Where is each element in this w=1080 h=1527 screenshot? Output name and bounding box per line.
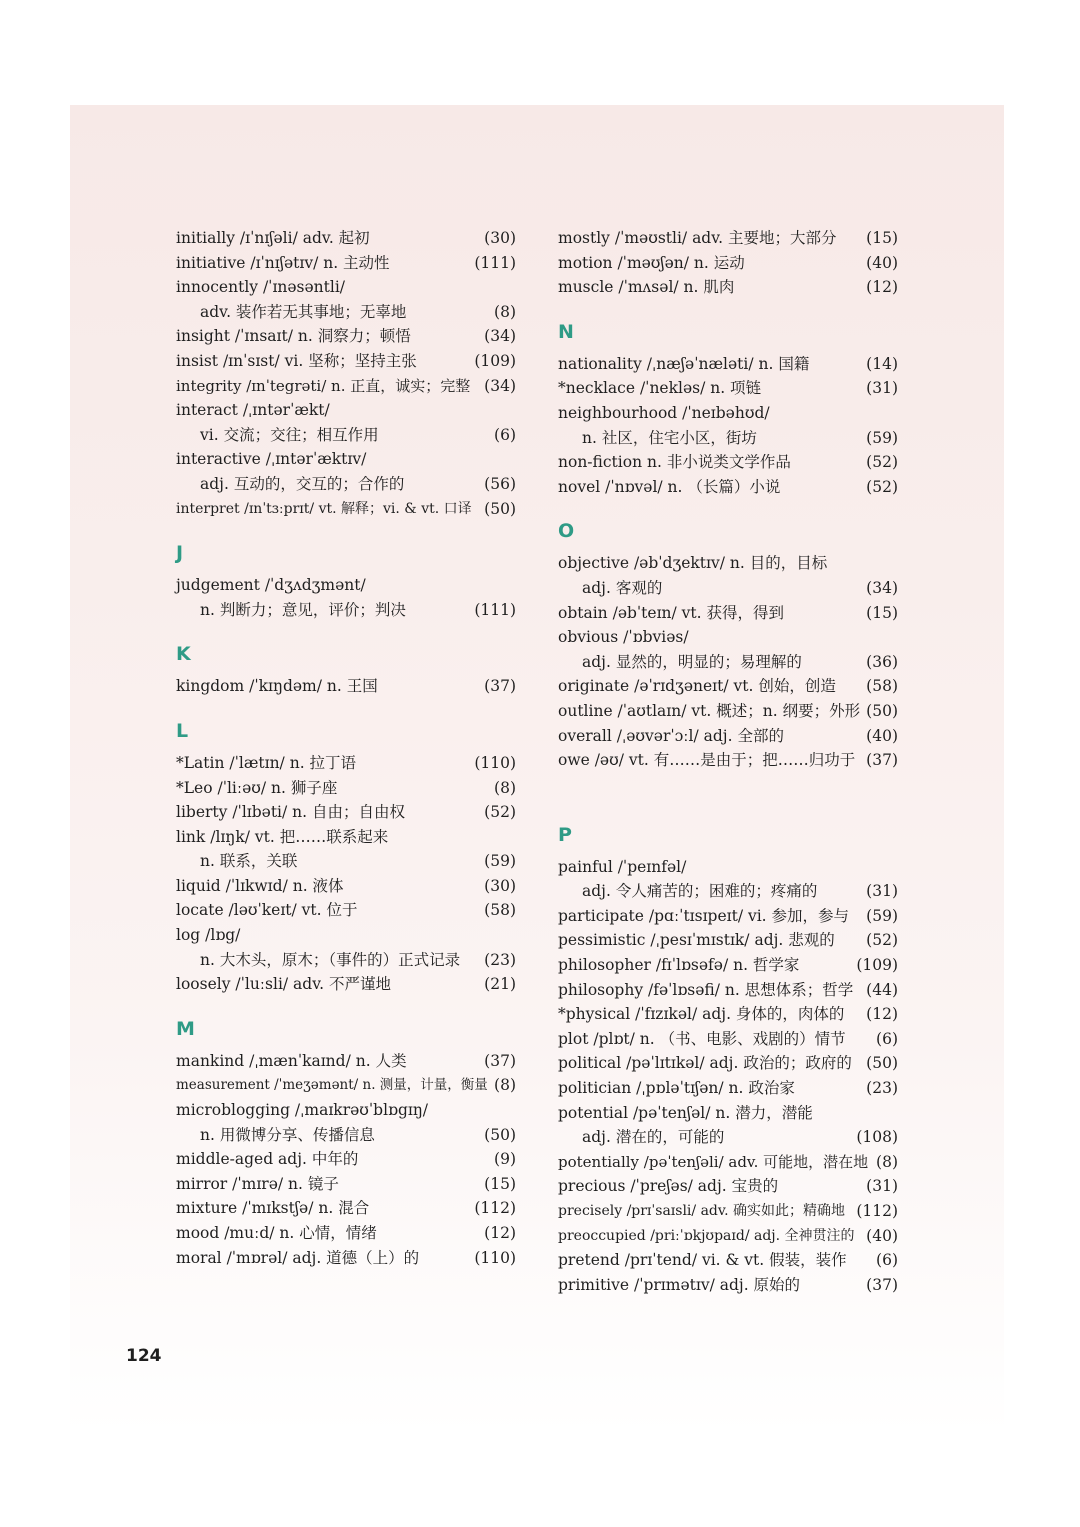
glossary-entry [558, 601, 898, 626]
entry-text: preoccupied /priːˈɒkjʊpaɪd/ adj. 全神贯注的 [558, 1227, 855, 1244]
entry-text: middle-aged adj. 中年的 [176, 1150, 359, 1169]
entry-text: *Leo /ˈliːəʊ/ n. 狮子座 [176, 778, 338, 797]
glossary-entry [558, 1273, 898, 1298]
entry-page-ref: (50) [866, 701, 898, 720]
entry-text: overall /ˌəʊvərˈɔːl/ adj. 全部的 [558, 726, 784, 745]
entry-page-ref: (31) [866, 882, 898, 901]
entry-text: motion /ˈməʊʃən/ n. 运动 [558, 253, 745, 272]
entry-page-ref: (15) [866, 229, 898, 247]
entry-page-ref: (111) [474, 600, 516, 619]
glossary-entry [558, 724, 898, 749]
glossary-entry [176, 674, 516, 699]
glossary-entry [176, 1246, 516, 1271]
entry-text: originate /əˈrɪdʒəneɪt/ vt. 创始，创造 [558, 677, 836, 696]
entry-text: n. 联系，关联 [200, 852, 298, 871]
glossary-entry [558, 376, 898, 401]
entry-text: mankind /ˌmænˈkaɪnd/ n. 人类 [176, 1051, 407, 1070]
entry-text: pessimistic /ˌpesɪˈmɪstɪk/ adj. 悲观的 [558, 931, 835, 950]
glossary-entry [176, 251, 516, 276]
entry-text: *Latin /ˈlætɪn/ n. 拉丁语 [176, 753, 357, 772]
entry-text: neighbourhood /ˈneɪbəhʊd/ [558, 403, 770, 422]
glossary-entry [176, 1049, 516, 1074]
glossary-entry [558, 855, 898, 880]
entry-page-ref: (30) [484, 229, 516, 247]
entry-page-ref: (59) [484, 852, 516, 871]
entry-text: judgement /ˈdʒʌdʒmənt/ [176, 576, 366, 595]
glossary-entry [176, 1172, 516, 1197]
entry-text: insist /ɪnˈsɪst/ vi. 坚称；坚持主张 [176, 351, 417, 370]
glossary-entry [176, 1147, 516, 1172]
glossary-entry [176, 972, 516, 997]
glossary-entry [558, 1174, 898, 1199]
glossary-entry [558, 953, 898, 978]
glossary-entry [558, 978, 898, 1003]
glossary-entry [176, 874, 516, 899]
entry-continuation [558, 879, 898, 904]
entry-text: painful /ˈpeɪnfəl/ [558, 857, 687, 876]
entry-continuation [176, 849, 516, 874]
glossary-entry [176, 275, 516, 300]
glossary-entry [558, 928, 898, 953]
entry-text: mirror /ˈmɪrə/ n. 镜子 [176, 1174, 339, 1193]
glossary-entry [176, 349, 516, 374]
entry-page-ref: (15) [866, 603, 898, 622]
entry-text: insight /ˈɪnsaɪt/ n. 洞察力；顿悟 [176, 327, 411, 346]
glossary-entry [176, 825, 516, 850]
entry-page-ref: (58) [484, 901, 516, 920]
glossary-entry [558, 475, 898, 500]
entry-text: n. 社区，住宅小区，街坊 [582, 428, 757, 447]
glossary-entry [176, 1098, 516, 1123]
glossary-entry [558, 748, 898, 773]
section-letter: K [176, 643, 191, 666]
section-letter: M [176, 1017, 195, 1040]
entry-page-ref: (8) [876, 1152, 898, 1171]
entry-text: *physical /ˈfɪzɪkəl/ adj. 身体的，肉体的 [558, 1005, 845, 1024]
entry-text: adj. 互动的，交互的；合作的 [200, 474, 405, 493]
entry-text: non-fiction n. 非小说类文学作品 [558, 453, 791, 472]
entry-text: liquid /ˈlɪkwɪd/ n. 液体 [176, 876, 344, 895]
entry-continuation [176, 598, 516, 623]
glossary-entry [176, 1073, 516, 1098]
glossary-entry [176, 226, 516, 251]
entry-text: kingdom /ˈkɪŋdəm/ n. 王国 [176, 677, 378, 696]
entry-page-ref: (52) [866, 477, 898, 496]
entry-text: log /lɒg/ [176, 926, 241, 945]
entry-page-ref: (6) [494, 425, 516, 444]
entry-text: pretend /prɪˈtend/ vi. & vt. 假装，装作 [558, 1251, 847, 1270]
entry-text: potential /pəˈtenʃəl/ n. 潜力，潜能 [558, 1103, 813, 1122]
glossary-entry [176, 800, 516, 825]
glossary-entry [176, 573, 516, 598]
entry-page-ref: (112) [474, 1199, 516, 1218]
entry-text: potentially /pəˈtenʃəli/ adv. 可能地，潜在地 [558, 1152, 869, 1171]
entry-page-ref: (6) [876, 1029, 898, 1048]
entry-text: n. 判断力；意见，评价；判决 [200, 600, 406, 619]
glossary-entry [558, 1199, 898, 1224]
section-letter: J [176, 542, 184, 565]
entry-page-ref: (12) [484, 1224, 516, 1242]
entry-page-ref: (108) [856, 1128, 898, 1147]
section-letter: P [558, 823, 572, 846]
entry-page-ref: (59) [866, 428, 898, 447]
glossary-entry [558, 1150, 898, 1175]
entry-text: mostly /ˈməʊstli/ adv. 主要地；大部分 [558, 229, 837, 247]
entry-text: novel /ˈnɒvəl/ n. （长篇）小说 [558, 477, 781, 496]
glossary-entry [558, 1051, 898, 1076]
entry-page-ref: (109) [856, 956, 898, 975]
page-number: 124 [126, 1346, 162, 1366]
entry-continuation [176, 472, 516, 497]
entry-text: loosely /ˈluːsli/ adv. 不严谨地 [176, 975, 391, 994]
entry-text: adj. 令人痛苦的；困难的；疼痛的 [582, 882, 818, 901]
entry-text: *necklace /ˈnekləs/ n. 项链 [558, 379, 762, 398]
entry-text: owe /əʊ/ vt. 有……是由于；把……归功于 [558, 751, 856, 770]
glossary-entry [558, 699, 898, 724]
entry-page-ref: (44) [866, 980, 898, 999]
entry-page-ref: (8) [494, 778, 516, 797]
entry-text: muscle /ˈmʌsəl/ n. 肌肉 [558, 278, 735, 297]
entry-text: interact /ˌɪntərˈækt/ [176, 401, 330, 420]
glossary-entry [558, 352, 898, 377]
entry-page-ref: (34) [484, 327, 516, 346]
section-letter: L [176, 719, 189, 742]
entry-page-ref: (8) [494, 302, 516, 321]
entry-page-ref: (23) [484, 950, 516, 969]
entry-text: n. 用微博分享、传播信息 [200, 1125, 375, 1144]
entry-text: adj. 潜在的，可能的 [582, 1128, 725, 1147]
entry-page-ref: (31) [866, 1177, 898, 1196]
entry-page-ref: (34) [484, 376, 516, 395]
entry-text: innocently /ˈɪnəsəntli/ [176, 278, 346, 297]
entry-continuation [558, 650, 898, 675]
entry-page-ref: (9) [494, 1150, 516, 1169]
entry-page-ref: (50) [484, 499, 516, 518]
glossary-entry [176, 447, 516, 472]
entry-text: politician /ˌpɒləˈtɪʃən/ n. 政治家 [558, 1079, 795, 1098]
entry-text: integrity /ɪnˈtegrəti/ n. 正直，诚实；完整 [176, 376, 471, 395]
entry-page-ref: (37) [866, 751, 898, 770]
glossary-entry [176, 751, 516, 776]
entry-page-ref: (56) [484, 474, 516, 493]
entry-text: interpret /ɪnˈtɜːprɪt/ vt. 解释；vi. & vt. 口译 [176, 500, 472, 517]
entry-continuation [558, 426, 898, 451]
glossary-entry [176, 923, 516, 948]
glossary-entry [558, 674, 898, 699]
entry-page-ref: (6) [876, 1251, 898, 1270]
entry-page-ref: (110) [474, 1248, 516, 1267]
entry-page-ref: (37) [484, 1051, 516, 1070]
entry-text: nationality /ˌnæʃəˈnæləti/ n. 国籍 [558, 354, 810, 373]
glossary-entry [558, 226, 898, 251]
glossary-entry [558, 1076, 898, 1101]
glossary-entry [176, 374, 516, 399]
entry-text: primitive /ˈprɪmətɪv/ adj. 原始的 [558, 1275, 801, 1294]
glossary-entry [558, 401, 898, 426]
glossary-entry [558, 625, 898, 650]
glossary-entry [558, 1027, 898, 1052]
entry-page-ref: (58) [866, 677, 898, 696]
glossary-entry [558, 251, 898, 276]
entry-page-ref: (52) [866, 453, 898, 472]
entry-page-ref: (36) [866, 652, 898, 671]
glossary-entry [558, 450, 898, 475]
entry-text: initially /ɪˈnɪʃəli/ adv. 起初 [176, 229, 370, 247]
entry-page-ref: (40) [866, 726, 898, 745]
entry-text: objective /əbˈdʒektɪv/ n. 目的，目标 [558, 554, 828, 573]
glossary-entry [176, 776, 516, 801]
entry-continuation [558, 576, 898, 601]
entry-text: adv. 装作若无其事地；无辜地 [200, 302, 407, 321]
entry-text: liberty /ˈlɪbəti/ n. 自由；自由权 [176, 803, 405, 822]
entry-page-ref: (21) [484, 975, 516, 994]
entry-page-ref: (37) [866, 1275, 898, 1294]
entry-text: vi. 交流；交往；相互作用 [200, 425, 379, 444]
entry-text: mixture /ˈmɪkstʃə/ n. 混合 [176, 1199, 370, 1218]
entry-text: political /pəˈlɪtɪkəl/ adj. 政治的；政府的 [558, 1054, 852, 1073]
glossary-entry [558, 1224, 898, 1249]
entry-page-ref: (34) [866, 578, 898, 597]
entry-page-ref: (52) [866, 931, 898, 950]
entry-text: precious /ˈpreʃəs/ adj. 宝贵的 [558, 1177, 779, 1196]
section-letter: N [558, 320, 574, 343]
glossary-entry [558, 1101, 898, 1126]
right-column [558, 226, 898, 1297]
entry-page-ref: (31) [866, 379, 898, 398]
entry-text: participate /pɑːˈtɪsɪpeɪt/ vi. 参加，参与 [558, 906, 850, 925]
entry-page-ref: (50) [866, 1054, 898, 1073]
entry-text: precisely /prɪˈsaɪsli/ adv. 确实如此；精确地 [558, 1203, 846, 1219]
glossary-entry [558, 551, 898, 576]
glossary-entry [176, 324, 516, 349]
entry-page-ref: (110) [474, 753, 516, 772]
entry-page-ref: (23) [866, 1079, 898, 1098]
entry-text: outline /ˈaʊtlaɪn/ vt. 概述；n. 纲要；外形 [558, 701, 861, 720]
entry-page-ref: (12) [866, 1005, 898, 1024]
entry-page-ref: (30) [484, 876, 516, 895]
entry-continuation [176, 423, 516, 448]
entry-page-ref: (37) [484, 677, 516, 696]
section-letter: O [558, 520, 575, 543]
glossary-entry [176, 1196, 516, 1221]
entry-text: obvious /ˈɒbviəs/ [558, 628, 689, 647]
entry-text: microblogging /ˌmaɪkrəʊˈblɒgɪŋ/ [176, 1101, 429, 1120]
entry-page-ref: (12) [866, 278, 898, 297]
glossary-entry [558, 1248, 898, 1273]
entry-text: plot /plɒt/ n. （书、电影、戏剧的）情节 [558, 1029, 846, 1048]
entry-text: measurement /ˈmeʒəmənt/ n. 测量，计量，衡量 [176, 1077, 488, 1094]
glossary-entry [176, 497, 516, 522]
entry-page-ref: (15) [484, 1174, 516, 1193]
entry-text: moral /ˈmɒrəl/ adj. 道德（上）的 [176, 1248, 420, 1267]
entry-text: n. 大木头，原木；（事件的）正式记录 [200, 950, 461, 969]
entry-continuation [176, 1123, 516, 1148]
entry-page-ref: (112) [856, 1202, 898, 1220]
entry-continuation [176, 300, 516, 325]
glossary-entry [558, 275, 898, 300]
entry-page-ref: (40) [866, 253, 898, 272]
entry-page-ref: (8) [494, 1076, 516, 1095]
glossary-entry [176, 898, 516, 923]
entry-continuation [558, 1125, 898, 1150]
entry-page-ref: (14) [866, 354, 898, 373]
entry-text: obtain /əbˈteɪn/ vt. 获得，得到 [558, 603, 784, 622]
left-column [176, 226, 516, 1270]
entry-page-ref: (109) [474, 351, 516, 370]
entry-text: locate /ləʊˈkeɪt/ vt. 位于 [176, 901, 358, 920]
entry-text: adj. 客观的 [582, 578, 663, 597]
entry-text: interactive /ˌɪntərˈæktɪv/ [176, 450, 367, 469]
entry-text: mood /muːd/ n. 心情，情绪 [176, 1224, 377, 1242]
entry-text: initiative /ɪˈnɪʃətɪv/ n. 主动性 [176, 253, 390, 272]
entry-page-ref: (50) [484, 1125, 516, 1144]
entry-page-ref: (52) [484, 803, 516, 822]
entry-page-ref: (111) [474, 253, 516, 272]
entry-text: adj. 显然的，明显的；易理解的 [582, 652, 802, 671]
entry-text: link /lɪŋk/ vt. 把……联系起来 [176, 827, 389, 846]
entry-continuation [176, 948, 516, 973]
glossary-entry [176, 398, 516, 423]
glossary-entry [558, 1002, 898, 1027]
glossary-entry [558, 904, 898, 929]
entry-page-ref: (40) [866, 1226, 898, 1245]
entry-text: philosophy /fəˈlɒsəfi/ n. 思想体系；哲学 [558, 980, 854, 999]
entry-page-ref: (59) [866, 906, 898, 925]
entry-text: philosopher /fɪˈlɒsəfə/ n. 哲学家 [558, 956, 800, 975]
glossary-entry [176, 1221, 516, 1246]
